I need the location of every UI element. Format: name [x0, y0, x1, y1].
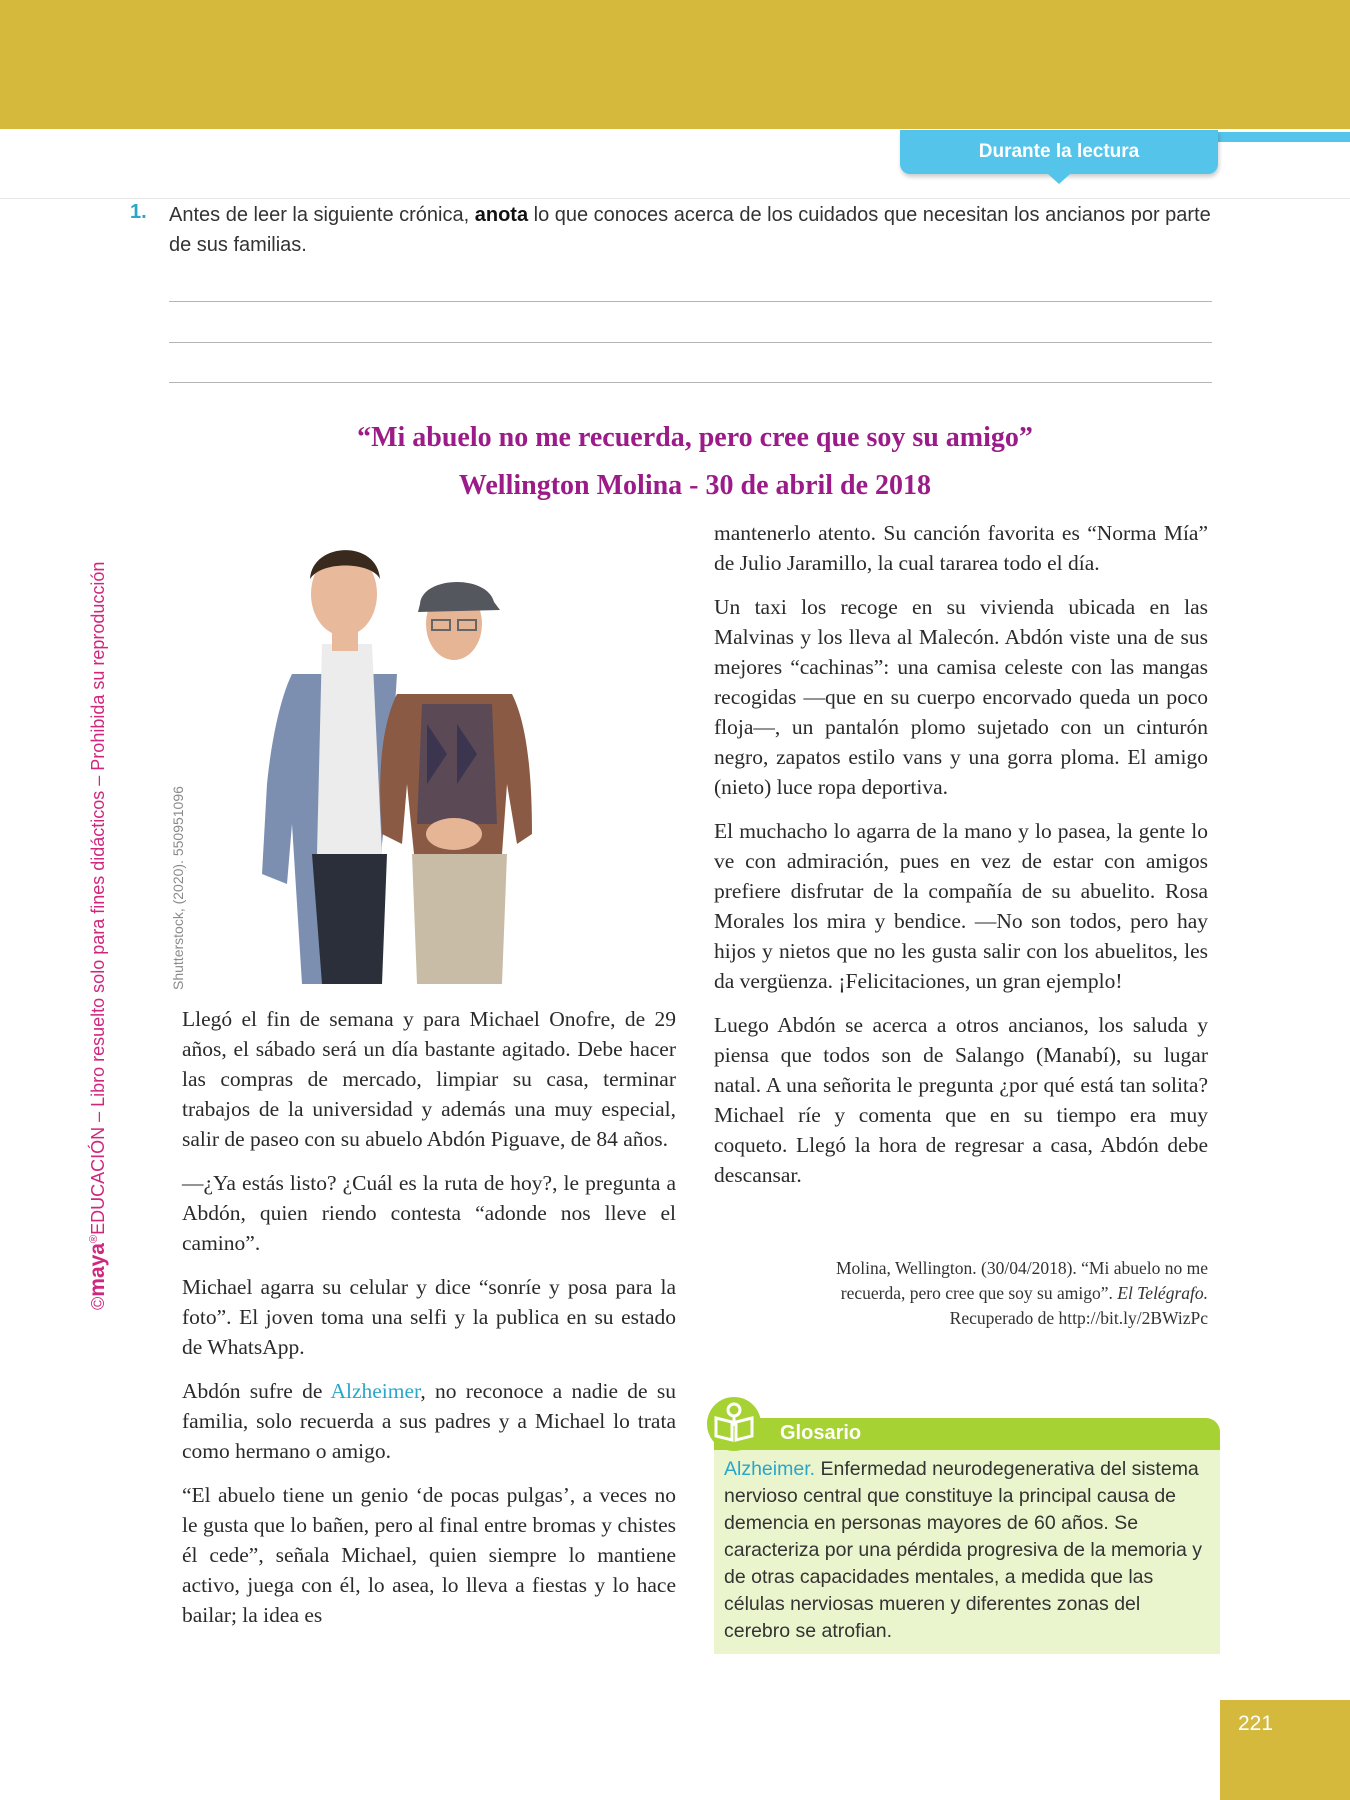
copyright-notice [86, 490, 110, 1310]
glossary-definition [724, 1456, 1204, 1645]
copyright-text: EDUCACIÓN – Libro resuelto solo para fines didácticos – Prohibida su reproducción [88, 561, 108, 1235]
grandfather-grandson-photo [232, 524, 572, 984]
glossary-definition-text: Enfermedad neurodegenerativa del sistema nervioso central que constituye la principal causa de demencia en personas mayores de 60 años. Se caracteriza por una pérdida progresiva de la memoria y de otras capacidades mentales, a medida que las células nerviosas mueren y diferentes zonas del cerebro se atrofian. [724, 1458, 1202, 1642]
book-magnifier-icon [706, 1396, 762, 1452]
paragraph-text: , no reconoce a nadie de su familia, solo recuerda a sus padres y a Michael lo trata como hermano o amigo. [182, 1379, 676, 1463]
article-paragraph: Luego Abdón se acerca a otros ancianos, los saluda y piensa que todos son de Salango (Manabí), su lugar natal. A una señorita le pregunta ¿por qué está tan solita? Michael ríe y comenta que en su tiempo era muy coqueto. Llegó la hora de regresar a casa, Abdón debe descansar. [714, 1013, 1208, 1187]
glossary-box [714, 1418, 1220, 1654]
citation-source: El Telégrafo. [1117, 1283, 1208, 1303]
article-paragraph: Michael agarra su celular y dice “sonríe y posa para la foto”. El joven toma una selfi y la publica en su estado de WhatsApp. [182, 1275, 676, 1359]
header-band [0, 0, 1350, 129]
article-paragraph [182, 1376, 676, 1466]
registered-mark: ® [88, 1234, 100, 1244]
citation-line [714, 1281, 1208, 1306]
answer-line[interactable] [169, 382, 1212, 383]
article-paragraph: Un taxi los recoge en su vivienda ubicada en las Malvinas y los lleva al Malecón. Abdón viste una de sus mejores “cachinas”: una camisa celeste con las mangas recogidas —que en su cuerpo encorvado queda un poco floja—, un pantalón plomo sujetado con un cinturón negro, zapatos estilo vans y una gorra ploma. El amigo (nieto) luce ropa deportiva. [714, 595, 1208, 799]
article-column-left [182, 1004, 676, 1644]
article-paragraph: El muchacho lo agarra de la mano y lo pasea, la gente lo ve con admiración, pues en vez de estar con amigos prefiere disfrutar de la compañía de su abuelito. Rosa Morales los mira y bendice. —No son todos, pero hay hijos y nietos que no les gusta salir con los abuelitos, les da vergüenza. ¡Felicitaciones, un gran ejemplo! [714, 819, 1208, 993]
question-text-start: Antes de leer la siguiente crónica, [169, 204, 475, 226]
article-paragraph: “El abuelo tiene un genio ‘de pocas pulgas’, a veces no le gusta que lo bañen, pero al final entre bromas y chistes él cede”, señala Michael, quien siempre lo mantiene activo, juega con él, lo asea, lo lleva a fiestas y lo hace bailar; la idea es [182, 1483, 676, 1627]
page-number: 221 [1238, 1712, 1274, 1735]
section-tab-label: Durante la lectura [978, 141, 1140, 162]
question-number: 1. [130, 201, 147, 223]
citation-line: Recuperado de http://bit.ly/2BWizPc [949, 1308, 1208, 1328]
article-byline: Wellington Molina - 30 de abril de 2018 [458, 470, 932, 501]
question-text-end: lo que conoces acerca de los cuidados que necesitan los ancianos por parte de sus familias. [169, 204, 1211, 256]
article-column-right [714, 518, 1208, 1204]
citation-line: Molina, Wellington. (30/04/2018). “Mi abuelo no me [835, 1258, 1208, 1278]
section-tab [900, 130, 1218, 174]
brand-name: maya [86, 1243, 109, 1297]
article-paragraph: —¿Ya estás listo? ¿Cuál es la ruta de hoy?, le pregunta a Abdón, quien riendo contesta “adonde nos lleve el camino”. [182, 1171, 676, 1255]
paragraph-text: Abdón sufre de [182, 1379, 331, 1403]
glossary-term-link[interactable]: Alzheimer [330, 1379, 421, 1403]
article-citation [714, 1256, 1208, 1331]
answer-line[interactable] [169, 342, 1212, 343]
question-keyword: anota [474, 204, 529, 226]
article-paragraph: mantenerlo atento. Su canción favorita es “Norma Mía” de Julio Jaramillo, la cual tararea todo el día. [714, 521, 1208, 575]
answer-line[interactable] [169, 301, 1212, 302]
divider [0, 198, 1350, 199]
glossary-title: Glosario [780, 1422, 862, 1444]
question-text [169, 200, 1229, 260]
citation-text: recuerda, pero cree que soy su amigo”. [840, 1283, 1118, 1303]
glossary-term: Alzheimer. [724, 1458, 816, 1480]
article-title: “Mi abuelo no me recuerda, pero cree que soy su amigo” [357, 422, 1033, 453]
copyright-symbol: © [88, 1296, 108, 1310]
photo-credit: Shutterstock, (2020). 550951096 [170, 786, 186, 990]
article-paragraph: Llegó el fin de semana y para Michael Onofre, de 29 años, el sábado será un día bastante agitado. Debe hacer las compras de mercado, limpiar su casa, terminar trabajos de la universidad y además una muy especial, salir de paseo con su abuelo Abdón Piguave, de 84 años. [182, 1007, 676, 1151]
